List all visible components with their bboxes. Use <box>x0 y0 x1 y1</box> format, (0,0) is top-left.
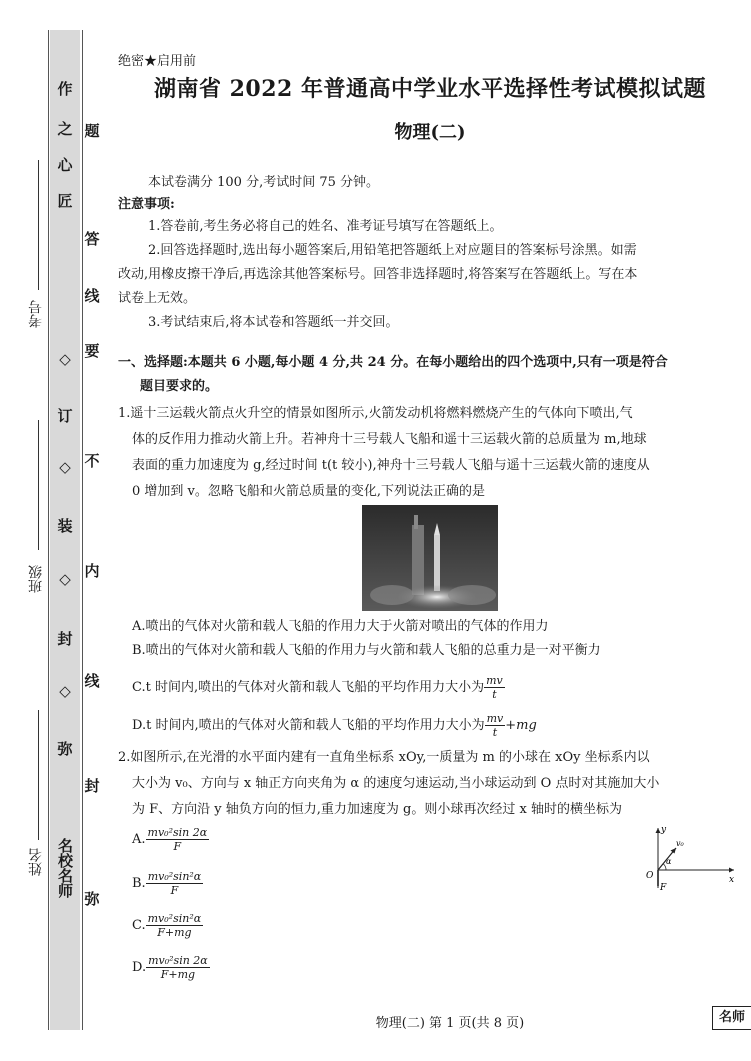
class-line <box>38 420 39 550</box>
q1-option-c-fraction <box>484 674 505 701</box>
q1-option-d-numerator: mv <box>486 712 504 725</box>
exam-number-line <box>38 160 39 290</box>
q2-line-3: 为 F、方向沿 y 轴负方向的恒力,重力加速度为 g。则小球再次经过 x 轴时的横坐标为 <box>132 802 622 817</box>
name-label: 姓名 <box>28 848 44 876</box>
q2-option-c-numerator: mv₀²sin²α <box>147 912 202 925</box>
q2-option-a-label: A. <box>132 832 146 847</box>
notice-2a: 2.回答选择题时,选出每小题答案后,用铅笔把答题纸上对应题目的答案标号涂黑。如需 <box>148 243 637 258</box>
q2-option-a-denominator: F <box>173 840 182 853</box>
notice-2c: 试卷上无效。 <box>118 291 197 306</box>
q1-option-d-text: D.t 时间内,喷出的气体对火箭和载人飞船的平均作用力大小为 <box>132 718 485 733</box>
column-char-4: 装 <box>57 517 73 535</box>
notice-heading: 注意事项: <box>118 197 175 212</box>
column-char-2: 订 <box>57 407 73 425</box>
rocket-launch-photo <box>362 505 498 611</box>
inner-char-3: 线 <box>84 287 100 305</box>
q1-option-c-denominator: t <box>492 688 497 701</box>
notice-2b: 改动,用橡皮擦干净后,再选涂其他答案标号。回答非选择题时,将答案写在答题纸上。写在本 <box>118 267 638 282</box>
confidential-mark: 绝密★启用前 <box>118 54 197 69</box>
q2-option-a <box>132 826 209 853</box>
binding-rule-right <box>82 30 83 1030</box>
q2-option-a-numerator: mv₀²sin 2α <box>147 826 208 839</box>
q1-option-c-text: C.t 时间内,喷出的气体对火箭和载人飞船的平均作用力大小为 <box>132 680 485 695</box>
bottom-char: 弥 <box>84 890 100 908</box>
q1-line-3: 表面的重力加速度为 g,经过时间 t(t 较小),神舟十三号载人飞船与遥十三运载火箭的速度从 <box>132 458 650 473</box>
q1-option-d-tail: +mg <box>505 718 537 733</box>
q2-option-b-label: B. <box>132 876 146 891</box>
inner-char-7: 线 <box>84 672 100 690</box>
q2-coordinate-figure <box>640 822 740 892</box>
q2-option-c-fraction <box>146 912 204 939</box>
q1-option-b: B.喷出的气体对火箭和载人飞船的作用力与火箭和载人飞船的总重力是一对平衡力 <box>132 643 601 658</box>
q1-line-1: 1.遥十三运载火箭点火升空的情景如图所示,火箭发动机将燃料燃烧产生的气体向下喷出,气 <box>118 406 633 421</box>
inner-char-8: 封 <box>84 777 100 795</box>
q2-option-b-fraction <box>146 870 204 897</box>
x-label: x <box>729 875 735 885</box>
exam-title: 湖南省 2022 年普通高中学业水平选择性考试模拟试题 <box>153 76 707 102</box>
inner-char-2: 答 <box>84 230 100 248</box>
inner-char-4: 要 <box>84 342 100 360</box>
strip-char-1: 作 <box>57 80 73 98</box>
q1-option-d-fraction <box>485 712 506 739</box>
q2-option-d-denominator: F+mg <box>160 968 196 981</box>
q2-option-c-denominator: F+mg <box>157 926 192 939</box>
q1-option-d <box>132 712 537 739</box>
q1-line-4: 0 增加到 v。忽略飞船和火箭总质量的变化,下列说法正确的是 <box>132 484 486 499</box>
q1-option-a: A.喷出的气体对火箭和载人飞船的作用力大于火箭对喷出的气体的作用力 <box>132 619 549 634</box>
q1-line-2: 体的反作用力推动火箭上升。若神舟十三号载人飞船和遥十三运载火箭的总质量为 m,地球 <box>132 432 647 447</box>
section-heading: 一、选择题:本题共 6 小题,每小题 4 分,共 24 分。在每小题给出的四个选项中,只有一项是符合 <box>118 355 668 370</box>
x-axis-arrow <box>729 868 734 873</box>
q2-option-d-numerator: mv₀²sin 2α <box>148 954 208 967</box>
q2-option-c-label: C. <box>132 918 146 933</box>
column-char-7: ◇ <box>59 682 71 700</box>
inner-char-5: 不 <box>84 452 100 470</box>
q2-option-a-fraction <box>146 826 210 853</box>
strip-char-3: 心 <box>57 156 73 174</box>
q2-option-d-fraction <box>146 954 210 981</box>
notice-1: 1.答卷前,考生务必将自己的姓名、准考证号填写在答题纸上。 <box>148 219 503 234</box>
class-label: 班级 <box>28 565 44 593</box>
q2-option-b-denominator: F <box>170 884 179 897</box>
column-char-5: ◇ <box>59 570 71 588</box>
section-heading-cont: 题目要求的。 <box>140 379 219 394</box>
q1-option-c <box>132 674 505 701</box>
q2-option-d-label: D. <box>132 960 147 975</box>
inner-char-1: 题 <box>84 122 100 140</box>
velocity-arrow <box>671 848 677 854</box>
y-label: y <box>661 825 667 835</box>
strip-char-2: 之 <box>57 120 73 138</box>
page-footer: 物理(二) 第 1 页(共 8 页) <box>375 1016 525 1031</box>
binding-rule-left <box>48 30 49 1030</box>
notice-3: 3.考试结束后,将本试卷和答题纸一并交回。 <box>148 315 399 330</box>
force-label: F <box>660 883 667 892</box>
q2-option-b <box>132 870 203 897</box>
q2-option-d <box>132 954 210 981</box>
column-char-3: ◇ <box>59 458 71 476</box>
exam-subtitle: 物理(二) <box>394 122 466 143</box>
q2-option-c <box>132 912 203 939</box>
y-axis-arrow <box>656 828 661 833</box>
publisher-badge: 名师 <box>712 1006 751 1030</box>
inner-char-6: 内 <box>84 562 100 580</box>
v0-label: v₀ <box>676 839 684 848</box>
exam-number-label: 考号 <box>28 300 44 328</box>
q2-line-2: 大小为 v₀、方向与 x 轴正方向夹角为 α 的速度匀速运动,当小球运动到 O 点时对其施加大小 <box>132 776 660 791</box>
q1-option-c-numerator: mv <box>486 674 503 687</box>
alpha-label: α <box>666 857 672 866</box>
column-char-1: ◇ <box>59 350 71 368</box>
school-teacher-label: 名校名师 <box>56 838 74 898</box>
origin-label: O <box>646 871 654 881</box>
q1-option-d-denominator: t <box>492 726 498 739</box>
score-line: 本试卷满分 100 分,考试时间 75 分钟。 <box>148 175 380 190</box>
q2-line-1: 2.如图所示,在光滑的水平面内建有一直角坐标系 xOy,一质量为 m 的小球在 xOy 坐标系内以 <box>118 750 650 765</box>
column-char-6: 封 <box>57 630 73 648</box>
strip-char-4: 匠 <box>57 192 73 210</box>
name-line <box>38 710 39 840</box>
q2-option-b-numerator: mv₀²sin²α <box>147 870 202 883</box>
column-char-8: 弥 <box>57 740 73 758</box>
